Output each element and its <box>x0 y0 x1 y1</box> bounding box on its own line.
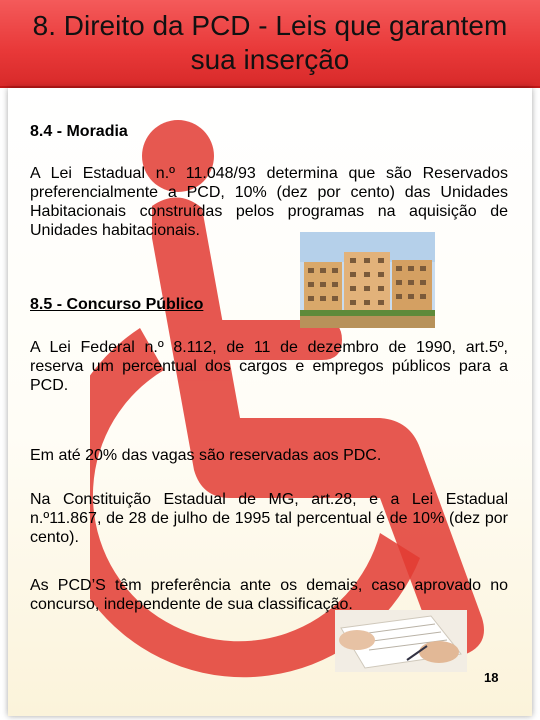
concurso-paragraph-4: As PCD’S têm preferência ante os demais, caso aprovado no concurso, independente de sua classificação. <box>30 577 508 613</box>
concurso-paragraph-2: Em até 20% das vagas são reservadas aos PDC. <box>30 447 382 464</box>
buildings-photo <box>300 232 435 328</box>
section-text-moradia: A Lei Estadual n.º 11.048/93 determina que são Reservados preferencialmente a PCD, 10% (dez por cento) das Unidades Habitacionais construídas pelos programas na aquisição de Unidades habitacionais. <box>30 165 508 239</box>
slide-header <box>0 0 540 88</box>
concurso-paragraph-1: A Lei Federal n.º 8.112, de 11 de dezembro de 1990, art.5º, reserva um percentual dos cargos e empregos públicos para a PCD. <box>30 339 508 394</box>
page-number: 18 <box>484 670 499 685</box>
section-heading-concurso: 8.5 - Concurso Público <box>30 296 204 313</box>
writing-hands-photo <box>335 610 467 672</box>
section-heading-moradia: 8.4 - Moradia <box>30 123 128 140</box>
concurso-paragraph-3: Na Constituição Estadual de MG, art.28, e a Lei Estadual n.º11.867, de 28 de julho de 1995 tal percentual é de 10% (dez por cento). <box>30 491 508 546</box>
slide-title: 8. Direito da PCD - Leis que garantem sua inserção <box>32 10 508 75</box>
